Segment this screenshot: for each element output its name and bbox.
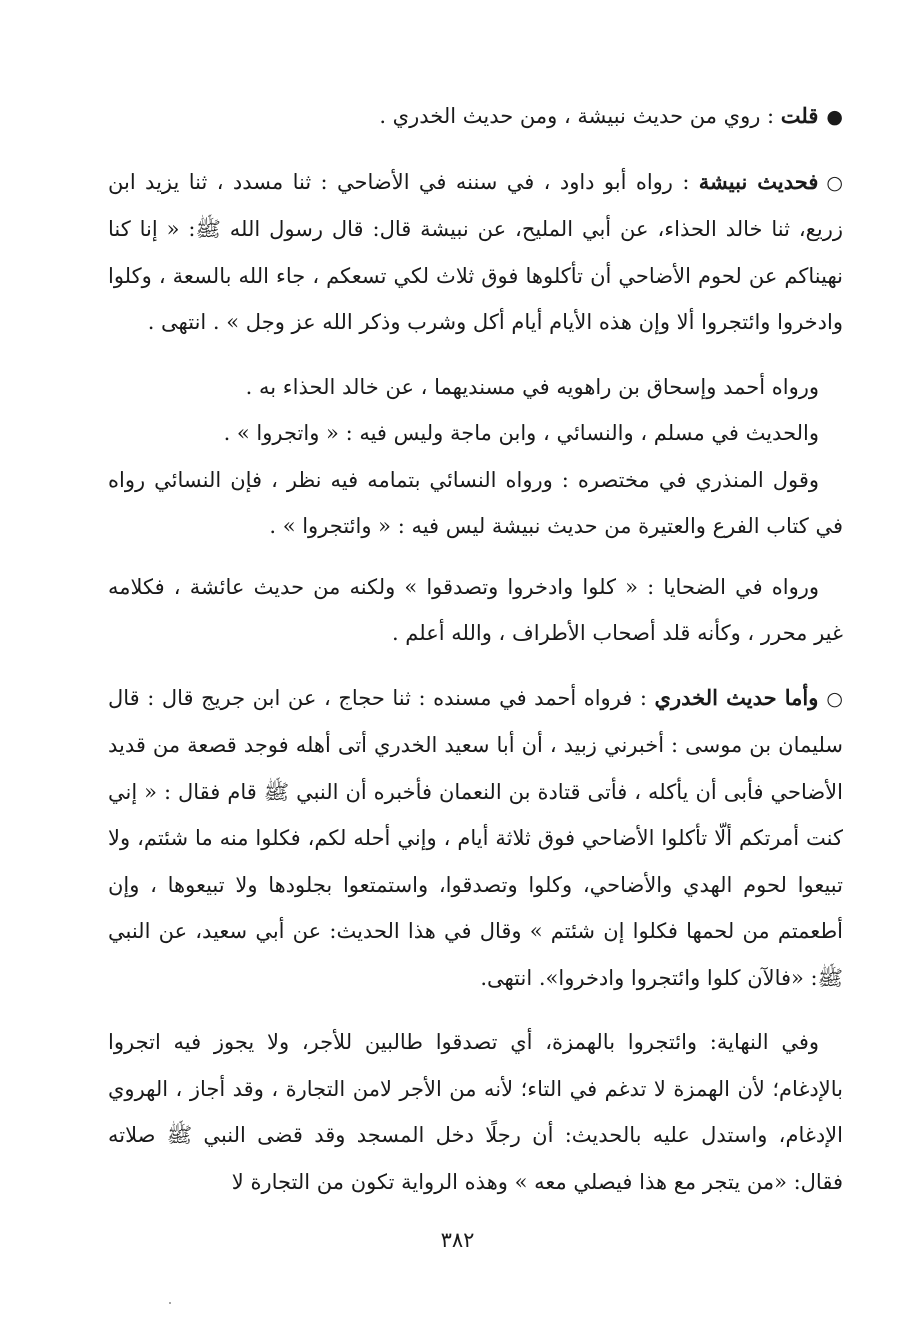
paragraph-text: وفي النهاية: وائتجروا بالهمزة، أي تصدقوا طالبين للأجر، ولا يجوز فيه اتجروا بالإدغام؛ لأن الهمزة لا تدغم في التاء؛ لأنه من الأجر لامن التجارة ، وقد أجاز ، الهروي الإدغام، واستدل عليه بالحديث: أن رجلًا دخل المسجد وقد قضى النبي ﷺ صلاته فقال: «من يتجر مع هذا فيصلي معه » وهذه الرواية تكون من التجارة لا [108,1030,843,1194]
paragraph-text: : رواه أبو داود ، في سننه في الأضاحي : ثنا مسدد ، ثنا يزيد ابن زريع، ثنا خالد الحذاء، عن أبي المليح، عن نبيشة قال: قال رسول الله ﷺ: « إنا كنا نهيناكم عن لحوم الأضاحي أن تأكلوها فوق ثلاث لكي تسعكم ، جاء الله بالسعة ، وكلوا وادخروا وائتجروا ألا وإن هذه الأيام أيام أكل وشرب وذكر الله عز وجل » . انتهى . [108,169,843,334]
paragraph-text: ورواه أحمد وإسحاق بن راهويه في مسنديهما ، عن خالد الحذاء به . [245,374,819,399]
paragraph-ahmad-ishaq [108,364,843,411]
paragraph-text: وقول المنذري في مختصره : ورواه النسائي بتمامه فيه نظر ، فإن النسائي رواه في كتاب الفرع والعتيرة من حديث نبيشة ليس فيه : « وائتجروا » . [108,467,843,538]
paragraph-khudri-hadith [108,675,843,1002]
filled-circle-bullet-icon: ● [826,106,843,128]
paragraph-text: : فرواه أحمد في مسنده : ثنا حجاج ، عن ابن جريج قال : قال سليمان بن موسى : أخبرني زبيد ، أن أبا سعيد الخدري أتى أهله فوجد قصعة من قديد الأضاحي فأبى أن يأكله ، فأتى قتادة بن النعمان فأخبره أن النبي ﷺ قام فقال : « إني كنت أمرتكم ألّا تأكلوا الأضاحي فوق ثلاثة أيام ، وإني أحله لكم، فكلوا منه ما شئتم، ولا تبيعوا لحوم الهدي والأضاحي، وكلوا وتصدقوا، واستمتعوا بجلودها ولا تبيعوها ، وإن أطعمتم من لحمها فكلوا إن شئتم » وقال في هذا الحديث: عن أبي سعيد، عن النبي ﷺ: «فالآن كلوا وائتجروا وادخروا». انتهى. [108,685,843,990]
paragraph-mundhiri [108,457,843,550]
hollow-circle-bullet-icon: ○ [826,171,843,194]
paragraph-lead: وأما حديث الخدري [654,684,819,710]
paragraph-qultu [108,93,843,141]
paragraph-nihaya [108,1019,843,1205]
paragraph-text: : روي من حديث نبيشة ، ومن حديث الخدري . [379,104,781,128]
paragraph-muslim-nasai [108,410,843,457]
paragraph-lead: قلت [780,103,819,128]
paragraph-text: والحديث في مسلم ، والنسائي ، وابن ماجة وليس فيه : « واتجروا » . [223,421,819,445]
paragraph-text: ورواه في الضحايا : « كلوا وادخروا وتصدقوا » ولكنه من حديث عائشة ، فكلامه غير محرر ، وكأنه قلد أصحاب الأطراف ، والله أعلم . [108,574,843,645]
page-body [108,93,843,1205]
scan-speck [169,1302,171,1304]
paragraph-nubaysha-hadith [108,159,843,346]
paragraph-dahaya [108,564,843,657]
hollow-circle-bullet-icon: ○ [826,687,844,710]
paragraph-lead: فحديث نبيشة [698,168,819,194]
page-number: ٣٨٢ [440,1228,475,1252]
